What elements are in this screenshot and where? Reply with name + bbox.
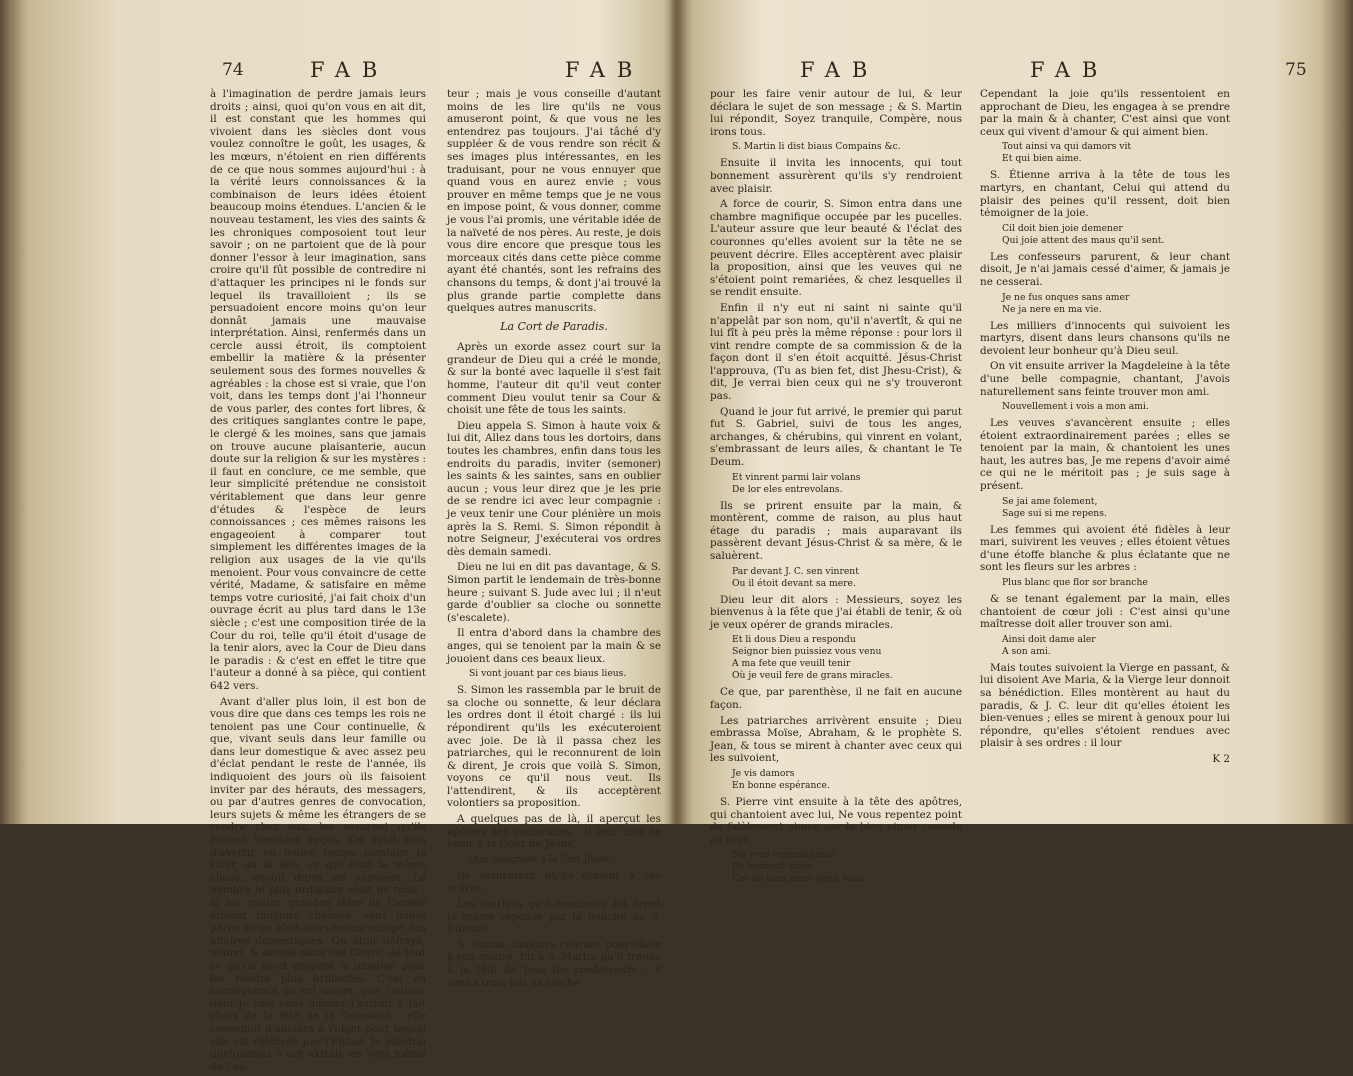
paragraph: S. Pierre vint ensuite à la tête des apôtres, qui chantoient avec lui, Ne vous repentez point de fidèlement aimer, car le bien aimer console de tous. (710, 795, 962, 846)
verse-quote: Par devant J. C. sen vinrent Ou il étoit devant sa mere. (732, 565, 859, 589)
paragraph: à l'imagination de perdre jamais leurs droits ; ainsi, quoi qu'on vous en ait dit, il est constant que les hommes qui vivoient dans les siècles dont vous voulez connoître le goût, les usages, & les mœurs, n'étoient en rien différents de ce que nous sommes aujourd'hui : à la vérité leurs connoissances & la combinaison de leurs idées étoient beaucoup moins étendues. L'ancien & le nouveau testament, les vies des saints & les chroniques composoient tout leur savoir ; on ne partoient que de là pour donner l'essor à leur imagination, sans croire qu'il fût possible de contredire ni d'attaquer les principes ni le fonds sur lequel ils travailloient ; ils se persuadoient encore moins qu'on leur donnât jamais une mauvaise interprétation. Ainsi, renfermés dans un cercle aussi étroit, ils comptoient embellir la matière & la présenter seulement sous des formes nouvelles & agréables : la chose est si vraie, que l'on voit, dans les temps dont j'ai l'honneur de vous parler, des contes fort libres, & des critiques sanglantes contre le pape, le clergé & les moines, sans que jamais on trouve aucune plaisanterie, aucun doute sur la religion & sur les mystères : il faut en conclure, ce me semble, que leur simplicité prétendue ne consistoit véritablement que dans leur genre d'études & l'espèce de leurs connoissances ; ces mêmes raisons les engageoient à comparer tout simplement les différentes images de la religion aux usages de la vie qu'ils menoient. Pour vous convaincre de cette vérité, Madame, & satisfaire en même temps votre curiosité, j'ai fait choix d'un ouvrage écrit au plus tard dans le 13e siècle ; c'est une composition tirée de la Cour du roi, telle qu'il étoit d'usage de la tenir alors, avec la Cour de Dieu dans le paradis : & c'est en effet le titre que l'auteur a donné à sa pièce, qui contient 642 vers. (210, 88, 426, 692)
verse-quote: Ainsi doit dame aler A son ami. (1002, 633, 1096, 657)
page-number: 75 (1285, 60, 1307, 80)
paragraph: Ils assurèrent qu'ils étoient à ses ordres. (447, 869, 661, 895)
verse-quote: Plus blanc que flor sor branche (1002, 577, 1148, 589)
paragraph: Ensuite il invita les innocents, qui tout bonnement assurèrent qu'ils s'y rendroient avec plaisir. (710, 157, 962, 195)
paragraph: & se tenant également par la main, elles chantoient de cœur joli : C'est ainsi qu'une maîtresse doit aller trouver son ami. (980, 593, 1230, 631)
verse-quote: Quii viengnent à la Cort Jhesu. (469, 853, 613, 865)
verse-quote: S. Martin li dist biaus Compains &c. (732, 141, 901, 153)
running-head-left: FAB (310, 58, 390, 82)
paragraph: Les confesseurs parurent, & leur chant disoit, Je n'ai jamais cessé d'aimer, & jamais je ne cesserai. (980, 250, 1230, 288)
verse-quote: Ne vous repentez mie De loument amer Car de bien amer vient solaz. (732, 849, 869, 885)
right-column-1 (710, 88, 962, 889)
paragraph: Les milliers d'innocents qui suivoient les martyrs, disent dans leurs chansons qu'ils ne devoient leur bonheur qu'à Dieu seul. (980, 319, 1230, 357)
left-column-2 (447, 88, 661, 992)
verse-quote: Et li dous Dieu a respondu Seignor bien puissiez vous venu A ma fete que veuill tenir Où je veuil fere de grans miracles. (732, 634, 893, 682)
paragraph: On vit ensuite arriver la Magdeleine à la tête d'une belle compagnie, chantant, J'avois naturellement sans feinte trouver mon ami. (980, 360, 1230, 398)
paragraph: teur ; mais je vous conseille d'autant moins de les lire qu'ils ne vous amuseront point, & que vous ne les entendrez pas toujours. J'ai tâché d'y suppléer & de vous rendre son récit & ses images plus intéressantes, en les traduisant, pour ne vous ennuyer que quand vous en aurez envie ; vous prouver en même temps que je ne vous en impose point, & vous donner, comme je vous l'ai promis, une véritable idée de la naïveté de nos pères. Au reste, je dois vous dire encore que presque tous les morceaux cités dans cette pièce comme ayant été chantés, sont les refrains des chansons du temps, & dont j'ai trouvé la plus grande partie complette dans quelques autres manuscrits. (447, 88, 661, 315)
verse-quote: Tout ainsi va qui damors vit Et qui bien aime. (1002, 141, 1132, 165)
signature-mark: K 2 (1212, 752, 1230, 765)
section-title: La Cort de Paradis. (500, 319, 608, 333)
paragraph: A force de courir, S. Simon entra dans une chambre magnifique occupée par les pucelles. L'auteur assure que leur beauté & l'éclat des couronnes qu'elles avoient sur la tête ne se peuvent décrire. Elles acceptèrent avec plaisir la proposition, ainsi que les veuves qui ne s'étoient point remariées, & chez lesquelles il se rendit ensuite. (710, 198, 962, 299)
paragraph: Enfin il n'y eut ni saint ni sainte qu'il n'appelât par son nom, qu'il n'avertît, & qui ne lui fît à peu près la même réponse : pour lors il vint rendre compte de sa commission & de la façon dont il s'en étoit acquitté. Jésus-Christ l'approuva, (Tu as bien fet, dist Jhesu-Crist), & dit, Je verrai bien ceux qui ne s'y trouveront pas. (710, 301, 962, 403)
running-head-left: FAB (800, 58, 880, 82)
verse-quote: Cil doit bien joie demener Qui joie attent des maus qu'il sent. (1002, 222, 1165, 246)
left-page (150, 0, 665, 1073)
right-column-2 (980, 88, 1230, 769)
paragraph: A quelques pas de là, il aperçut les apôtres ses camarades ; il leur cria de venir à la Cour de Jésus. (447, 813, 661, 851)
paragraph: Cependant la joie qu'ils ressentoient en approchant de Dieu, les engagea à se prendre par la main & à chanter, C'est ainsi que vont ceux qui vivent d'amour & qui aiment bien. (980, 88, 1230, 138)
paragraph: Ce que, par parenthèse, il ne fait en aucune façon. (710, 686, 962, 711)
paragraph: S. Simon, toujours courant pour obéir à son maître, fut à S. Martin qu'il trouva à la tête de tous les confesseurs ; il sonna trois fois sa cloche (447, 938, 661, 989)
verse-quote: Je ne fus onques sans amer Ne ja nere en ma vie. (1002, 291, 1130, 315)
verse-quote: Se jai ame folement, Sage sui si me repens. (1002, 495, 1107, 519)
paragraph: Les patriarches arrivèrent ensuite ; Dieu embrassa Moïse, Abraham, & le prophète S. Jean, & tous se mirent à chanter avec ceux qui les suivoient, (710, 714, 962, 765)
paragraph: Dieu appela S. Simon à haute voix & lui dit, Allez dans tous les dortoirs, dans toutes les chambres, enfin dans tous les endroits du paradis, inviter (semoner) les saints & les saintes, sans en oublier aucun ; vous leur direz que je les prie de se rendre ici avec leur compagnie : je veux tenir une Cour plénière un mois après la S. Remi. S. Simon répondit à notre Seigneur, J'exécuterai vos ordres dès demain samedi. (447, 419, 661, 558)
paragraph: Les veuves s'avancèrent ensuite ; elles étoient extraordinairement parées ; elles se tenoient par la main, & chantoient les unes haut, les autres bas, Je me repens d'avoir aimé ce qui ne le méritoit pas ; je suis sage à présent. (980, 417, 1230, 493)
running-head-right: FAB (1030, 58, 1110, 82)
paragraph: Mais toutes suivoient la Vierge en passant, & lui disoient Ave Maria, & la Vierge leur donnoit sa bénédiction. Elles montèrent au haut du paradis, & J. C. leur dit qu'elles étoient les bien-venues ; elles se mirent à genoux pour lui répondre, qu'elles s'étoient rendues avec plaisir à ses ordres : il lour (980, 661, 1230, 750)
verse-quote: Je vis damors En bonne espérance. (732, 767, 830, 791)
paragraph: S. Étienne arriva à la tête de tous les martyrs, en chantant, Celui qui attend du plaisir des peines qu'il ressent, doit bien témoigner de la joie. (980, 169, 1230, 220)
running-head-right: FAB (565, 58, 645, 82)
paragraph: Ils se prirent ensuite par la main, & montèrent, comme de raison, au plus haut étage du paradis ; mais auparavant ils passèrent devant Jésus-Christ & sa mère, & le saluèrent. (710, 499, 962, 562)
verse-quote: Et vinrent parmi lair volans De lor eles entrevolans. (732, 471, 861, 495)
paragraph: Avant d'aller plus loin, il est bon de vous dire que dans ces temps les rois ne tenoient pas une Cour continuelle, & que, vivant seuls dans leur famille ou dans leur domestique & avec assez peu d'éclat pendant le reste de l'année, ils indiquoient des jours où ils faisoient inviter par des hérauts, des messagers, ou par d'autres genres de convocation, leurs sujets & même les étrangers de se rendre chez eux, les assurant qu'ils étoient très-bien reçus. On avoit soin d'avertir en même temps combien la Cour, ou la fête, ce qui étoit la même chose, devoit durer de journées. Le nombre le plus ordinaire étoit de trois ; & les quatre grandes fêtes de l'année étoient toujours choisies, sans doute parce qu'on étoit alors moins occupé des affaires domestiques. On étoit défrayé, nourri, & amusé dans ces Cours, de tout ce qu'on avoit préparé & imaginé pour les rendre plus brillantes. C'est en conséquence de cet usage, que l'auteur dont je vais vous donner l'extrait a fait choix de la fête de la Toussaint ; elle convenoit d'ailleurs à l'objet pour lequel elle est célébrée par l'Église. Je joindrai quelquefois à cet extrait les vers même de l'au- (210, 695, 426, 1073)
book-gutter (663, 0, 693, 824)
paragraph: Les martyrs qu'il rencontra lui firent la même réponse par la bouche de S. Étienne. (447, 898, 661, 936)
paragraph: S. Simon les rassembla par le bruit de sa cloche ou sonnette, & leur déclara les ordres dont il étoit chargé : ils lui répondirent qu'ils les exécuteroient avec joie. De là il passa chez les patriarches, qui le reconnurent de loin & dirent, Je crois que voilà S. Simon, voyons ce qu'il nous veut. Ils l'attendirent, & ils acceptèrent volontiers sa proposition. (447, 684, 661, 810)
verse-quote: Si vont jouant par ces biaus lieus. (469, 668, 627, 680)
paragraph: Après un exorde assez court sur la grandeur de Dieu qui a créé le monde, & sur la bonté avec laquelle il s'est fait homme, l'auteur dit qu'il veut conter comment Dieu voulut tenir sa Cour & choisit une fête de tous les saints. (447, 341, 661, 417)
right-page (690, 0, 1330, 885)
page-number: 74 (222, 60, 244, 80)
paragraph: Il entra d'abord dans la chambre des anges, qui se tenoient par la main & se jouoient dans ces beaux lieux. (447, 627, 661, 665)
paragraph: pour les faire venir autour de lui, & leur déclara le sujet de son message ; & S. Martin lui répondit, Soyez tranquile, Compère, nous irons tous. (710, 88, 962, 138)
paragraph: Quand le jour fut arrivé, le premier qui parut fut S. Gabriel, suivi de tous les anges, archanges, & chérubins, qui vinrent en volant, s'embrassant de leurs ailes, & chantant le Te Deum. (710, 405, 962, 469)
paragraph: Les femmes qui avoient été fidèles à leur mari, suivirent les veuves ; elles étoient vêtues d'une étoffe blanche & plus éclatante que ne sont les fleurs sur les arbres : (980, 523, 1230, 574)
paragraph: Dieu ne lui en dit pas davantage, & S. Simon partit le lendemain de très-bonne heure ; suivant S. Jude avec lui ; il n'eut garde d'oublier sa cloche ou sonnette (s'escalete). (447, 561, 661, 624)
paragraph: Dieu leur dit alors : Messieurs, soyez les bienvenus à la fête que j'ai établi de tenir, & où je veux opérer de grands miracles. (710, 593, 962, 631)
left-column-1 (210, 88, 426, 1076)
verse-quote: Nouvellement i vois a mon ami. (1002, 401, 1149, 413)
